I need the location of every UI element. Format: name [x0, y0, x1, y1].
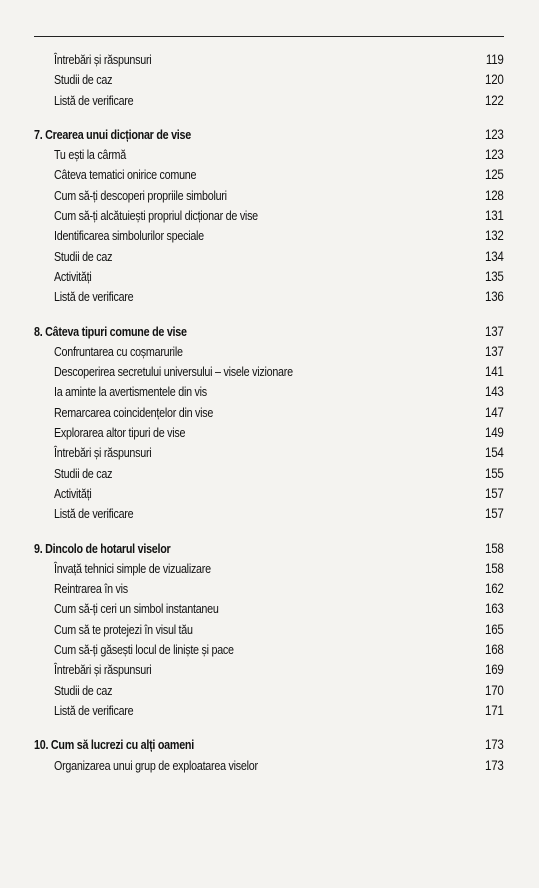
toc-entry[interactable]: [34, 226, 504, 246]
section-gap: [34, 308, 504, 322]
entry-title: Confruntarea cu coșmarurile: [54, 344, 183, 359]
section-gap: [34, 111, 504, 125]
page-number: 137: [485, 343, 504, 359]
entry-title: Studii de caz: [54, 466, 113, 481]
chapter-title: 10. Cum să lucrezi cu alți oameni: [34, 738, 194, 753]
entry-title: Listă de verificare: [54, 93, 134, 108]
entry-title: Întrebări și răspunsuri: [54, 446, 152, 461]
page-number: 123: [485, 126, 504, 142]
entry-title: Câteva tematici onirice comune: [54, 168, 197, 183]
entry-title: Cum să te protejezi în visul tău: [54, 622, 193, 637]
page-number: 123: [485, 147, 504, 163]
chapter-title: 7. Crearea unui dicționar de vise: [34, 127, 191, 142]
entry-title: Listă de verificare: [54, 507, 134, 522]
page-number: 169: [485, 662, 504, 678]
page-number: 154: [485, 445, 504, 461]
toc-entry[interactable]: [34, 70, 504, 90]
toc-entry[interactable]: [34, 660, 504, 680]
entry-title: Ia aminte la avertismentele din vis: [54, 385, 207, 400]
entry-title: Tu ești la cârmă: [54, 148, 126, 163]
page-number: 122: [485, 92, 504, 108]
toc-entry[interactable]: [34, 423, 504, 443]
page-number: 134: [485, 248, 504, 264]
page-number: 149: [485, 425, 504, 441]
toc-entry[interactable]: [34, 91, 504, 111]
chapter-title: 9. Dincolo de hotarul viselor: [34, 541, 171, 556]
toc-entry[interactable]: [34, 599, 504, 619]
toc-entry[interactable]: [34, 559, 504, 579]
page-number: 168: [485, 642, 504, 658]
page-number: 173: [485, 737, 504, 753]
page-number: 119: [486, 52, 504, 67]
toc-entry[interactable]: [34, 287, 504, 307]
chapter-title: 8. Câteva tipuri comune de vise: [34, 324, 187, 339]
entry-title: Studii de caz: [54, 73, 113, 88]
entry-title: Activități: [54, 269, 92, 284]
toc-entry[interactable]: [34, 640, 504, 660]
toc-entry[interactable]: [34, 165, 504, 185]
page-number: 141: [485, 364, 504, 380]
page-number: 171: [485, 702, 504, 718]
page-number: 173: [485, 757, 504, 773]
page-number: 157: [485, 485, 504, 501]
entry-title: Întrebări și răspunsuri: [54, 663, 152, 678]
toc-entry[interactable]: [34, 362, 504, 382]
entry-title: Activități: [54, 486, 92, 501]
toc-entry[interactable]: [34, 504, 504, 524]
toc-entry[interactable]: [34, 403, 504, 423]
page-number: 162: [485, 581, 504, 597]
table-of-contents: [34, 50, 504, 776]
entry-title: Cum să-ți descoperi propriile simboluri: [54, 188, 227, 203]
toc-entry[interactable]: [34, 443, 504, 463]
page-number: 170: [485, 682, 504, 698]
entry-title: Învață tehnici simple de vizualizare: [54, 561, 211, 576]
entry-title: Listă de verificare: [54, 290, 134, 305]
page-number: 128: [485, 187, 504, 203]
toc-entry[interactable]: [34, 186, 504, 206]
entry-title: Cum să-ți găsești locul de liniște și pace: [54, 643, 234, 658]
page-number: 120: [485, 72, 504, 88]
toc-chapter-heading[interactable]: [34, 125, 504, 145]
page-number: 143: [485, 384, 504, 400]
toc-entry[interactable]: [34, 756, 504, 776]
entry-title: Cum să-ți ceri un simbol instantaneu: [54, 602, 219, 617]
toc-entry[interactable]: [34, 206, 504, 226]
page-number: 125: [485, 167, 504, 183]
page-number: 137: [485, 323, 504, 339]
entry-title: Listă de verificare: [54, 703, 134, 718]
toc-entry[interactable]: [34, 464, 504, 484]
entry-title: Studii de caz: [54, 249, 113, 264]
toc-entry[interactable]: [34, 267, 504, 287]
entry-title: Întrebări și răspunsuri: [54, 53, 152, 67]
page-number: 155: [485, 465, 504, 481]
section-gap: [34, 721, 504, 735]
page-number: 136: [485, 289, 504, 305]
toc-entry[interactable]: [34, 681, 504, 701]
toc-entry[interactable]: [34, 50, 504, 70]
page-number: 163: [485, 601, 504, 617]
entry-title: Identificarea simbolurilor speciale: [54, 229, 204, 244]
page-number: 158: [485, 540, 504, 556]
entry-title: Descoperirea secretului universului – visele vizionare: [54, 365, 293, 380]
toc-entry[interactable]: [34, 701, 504, 721]
entry-title: Organizarea unui grup de exploatarea viselor: [54, 758, 258, 773]
page-number: 135: [485, 268, 504, 284]
header-rule: [34, 36, 504, 37]
entry-title: Remarcarea coincidențelor din vise: [54, 405, 214, 420]
toc-entry[interactable]: [34, 579, 504, 599]
page-number: 147: [485, 404, 504, 420]
entry-title: Explorarea altor tipuri de vise: [54, 426, 186, 441]
page-number: 158: [485, 560, 504, 576]
toc-entry[interactable]: [34, 342, 504, 362]
entry-title: Cum să-ți alcătuiești propriul dicționar de vise: [54, 209, 258, 224]
entry-title: Reintrarea în vis: [54, 582, 128, 597]
section-gap: [34, 525, 504, 539]
toc-chapter-heading[interactable]: [34, 735, 504, 755]
page-number: 157: [485, 506, 504, 522]
toc-chapter-heading[interactable]: [34, 322, 504, 342]
toc-entry[interactable]: [34, 620, 504, 640]
toc-entry[interactable]: [34, 247, 504, 267]
toc-chapter-heading[interactable]: [34, 539, 504, 559]
page-number: 131: [485, 208, 504, 224]
entry-title: Studii de caz: [54, 683, 113, 698]
page-number: 165: [485, 621, 504, 637]
toc-entry[interactable]: [34, 145, 504, 165]
page-number: 132: [485, 228, 504, 244]
toc-entry[interactable]: [34, 484, 504, 504]
toc-entry[interactable]: [34, 382, 504, 402]
